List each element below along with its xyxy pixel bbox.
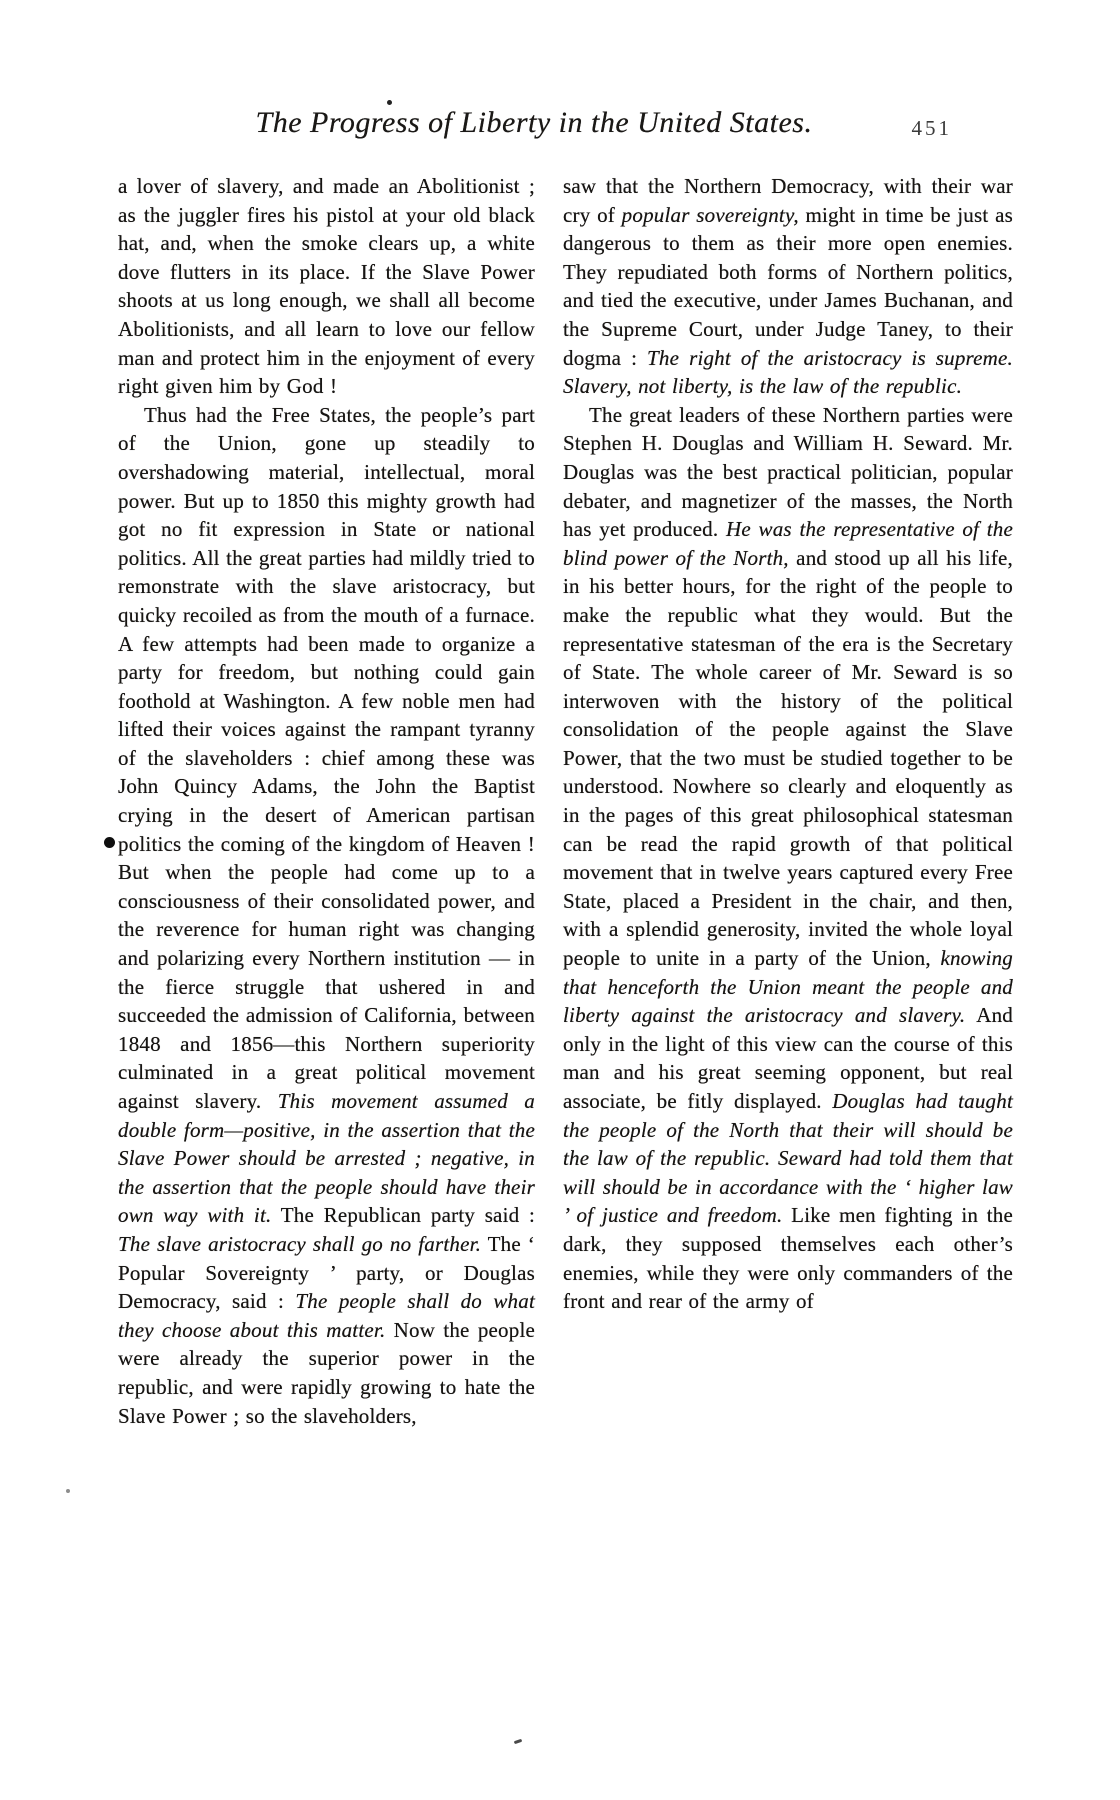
text-run: a lover of slavery, and made an Abolitionist ; as the juggler fires his pistol at your old black hat, and, when the smoke clears up, a white dove flutters in its place. If the Slave Power shoots at us long enough, we shall all become Abolitionists, and all learn to love our fellow man and protect him in the enjoyment of every right given him by God !: [118, 174, 535, 399]
footer-ink-speck: [514, 1739, 523, 1744]
page-title: The Progress of Liberty in the United States.: [255, 106, 813, 139]
italic-text-run: Douglas had taught the people of the North that their will should be the law of the republic. Seward had told them that will should be in accordance with the ‘ higher law ’ of justice and freedom.: [563, 1089, 1013, 1228]
text-run: The Republican party said :: [271, 1203, 535, 1228]
margin-bullet-ink-dot: [104, 837, 115, 848]
text-run: And only in the light of this view can the course of this man and his great seeming opponent, but real associate, be fitly displayed.: [563, 1003, 1013, 1113]
italic-text-run: The people shall do what they choose about this matter.: [118, 1289, 535, 1342]
page-number: 451: [911, 116, 952, 140]
text-run: saw that the Northern Democracy, with their war cry of: [563, 174, 1013, 227]
text-columns: [118, 172, 1013, 1430]
paragraph: [118, 172, 535, 401]
text-run: Now the people were already the superior power in the republic, and were rapidly growing to hate the Slave Power ; so the slaveholders,: [118, 1317, 536, 1428]
italic-text-run: The slave aristocracy shall go no farther.: [118, 1231, 482, 1256]
text-run: The great leaders of these Northern parties were Stephen H. Douglas and William H. Seward. Mr. Douglas was the best practical politician, popular debater, and magnetizer of the masses, the North has yet produced.: [563, 402, 1013, 542]
italic-text-run: knowing that henceforth the Union meant the people and liberty against the aristocracy and slavery.: [563, 946, 1013, 1028]
italic-text-run: popular sovereignty,: [621, 202, 799, 227]
text-run: Thus had the Free States, the people’s part of the Union, gone up steadily to overshadowing material, intellectual, moral power. But up to 1850 this mighty growth had got no fit expression in State or national politics. All the great parties had mildly tried to remonstrate with the slave aristocracy, but quicky recoiled as from the mouth of a furnace. A few attempts had been made to organize a party for freedom, but nothing could gain foothold at Washington. A few noble men had lifted their voices against the rampant tyranny of the slaveholders : chief among these was John Quincy Adams, the John the Baptist crying in the desert of American partisan politics the coming of the kingdom of Heaven ! But when the people had come up to a consciousness of their consolidated power, and the reverence for human right was changing and polarizing every Northern institution — in the fierce struggle that ushered in and succeeded the admission of California, between 1848 and 1856—this Northern superiority culminated in a great political movement against slavery.: [118, 402, 535, 1113]
left-margin-ink-speck: [66, 1489, 70, 1493]
italic-text-run: This movement assumed a double form—positive, in the assertion that the Slave Power should be arrested ; negative, in the assertion that the people should have their own way with it.: [118, 1089, 535, 1228]
text-run: Like men fighting in the dark, they supposed themselves each other’s enemies, while they were only commanders of the front and rear of the army of: [563, 1203, 1013, 1314]
column-right: [563, 172, 1013, 1430]
text-run: might in time be just as dangerous to them as their more open enemies. They repudiated both forms of Northern politics, and tied the executive, under James Buchanan, and the Supreme Court, under Judge Taney, to their dogma :: [563, 202, 1013, 370]
text-run: and stood up all his life, in his better hours, for the right of the people to make the republic what they would. But the representative statesman of the era is the Secretary of State. The whole career of Mr. Seward is so interwoven with the history of the political consolidation of the people against the Slave Power, that the two must be studied together to be understood. Nowhere so clearly and eloquently as in the pages of this great philosophical statesman can be read the rapid growth of that political movement that in twelve years captured every Free State, placed a President in the chair, and then, with a splendid generosity, invited the whole loyal people to unite in a party of the Union,: [563, 545, 1013, 971]
running-header: [118, 106, 1010, 158]
paragraph: [118, 401, 535, 1430]
paragraph: [563, 401, 1013, 1316]
italic-text-run: The right of the aristocracy is supreme. Slavery, not liberty, is the law of the republic.: [563, 345, 1014, 399]
paragraph: [563, 172, 1013, 401]
italic-text-run: He was the representative of the blind power of the North,: [563, 517, 1013, 570]
column-left: [118, 172, 535, 1430]
header-ink-speck: [387, 100, 392, 105]
text-run: The ‘ Popular Sovereignty ’ party, or Douglas Democracy, said :: [118, 1231, 536, 1314]
